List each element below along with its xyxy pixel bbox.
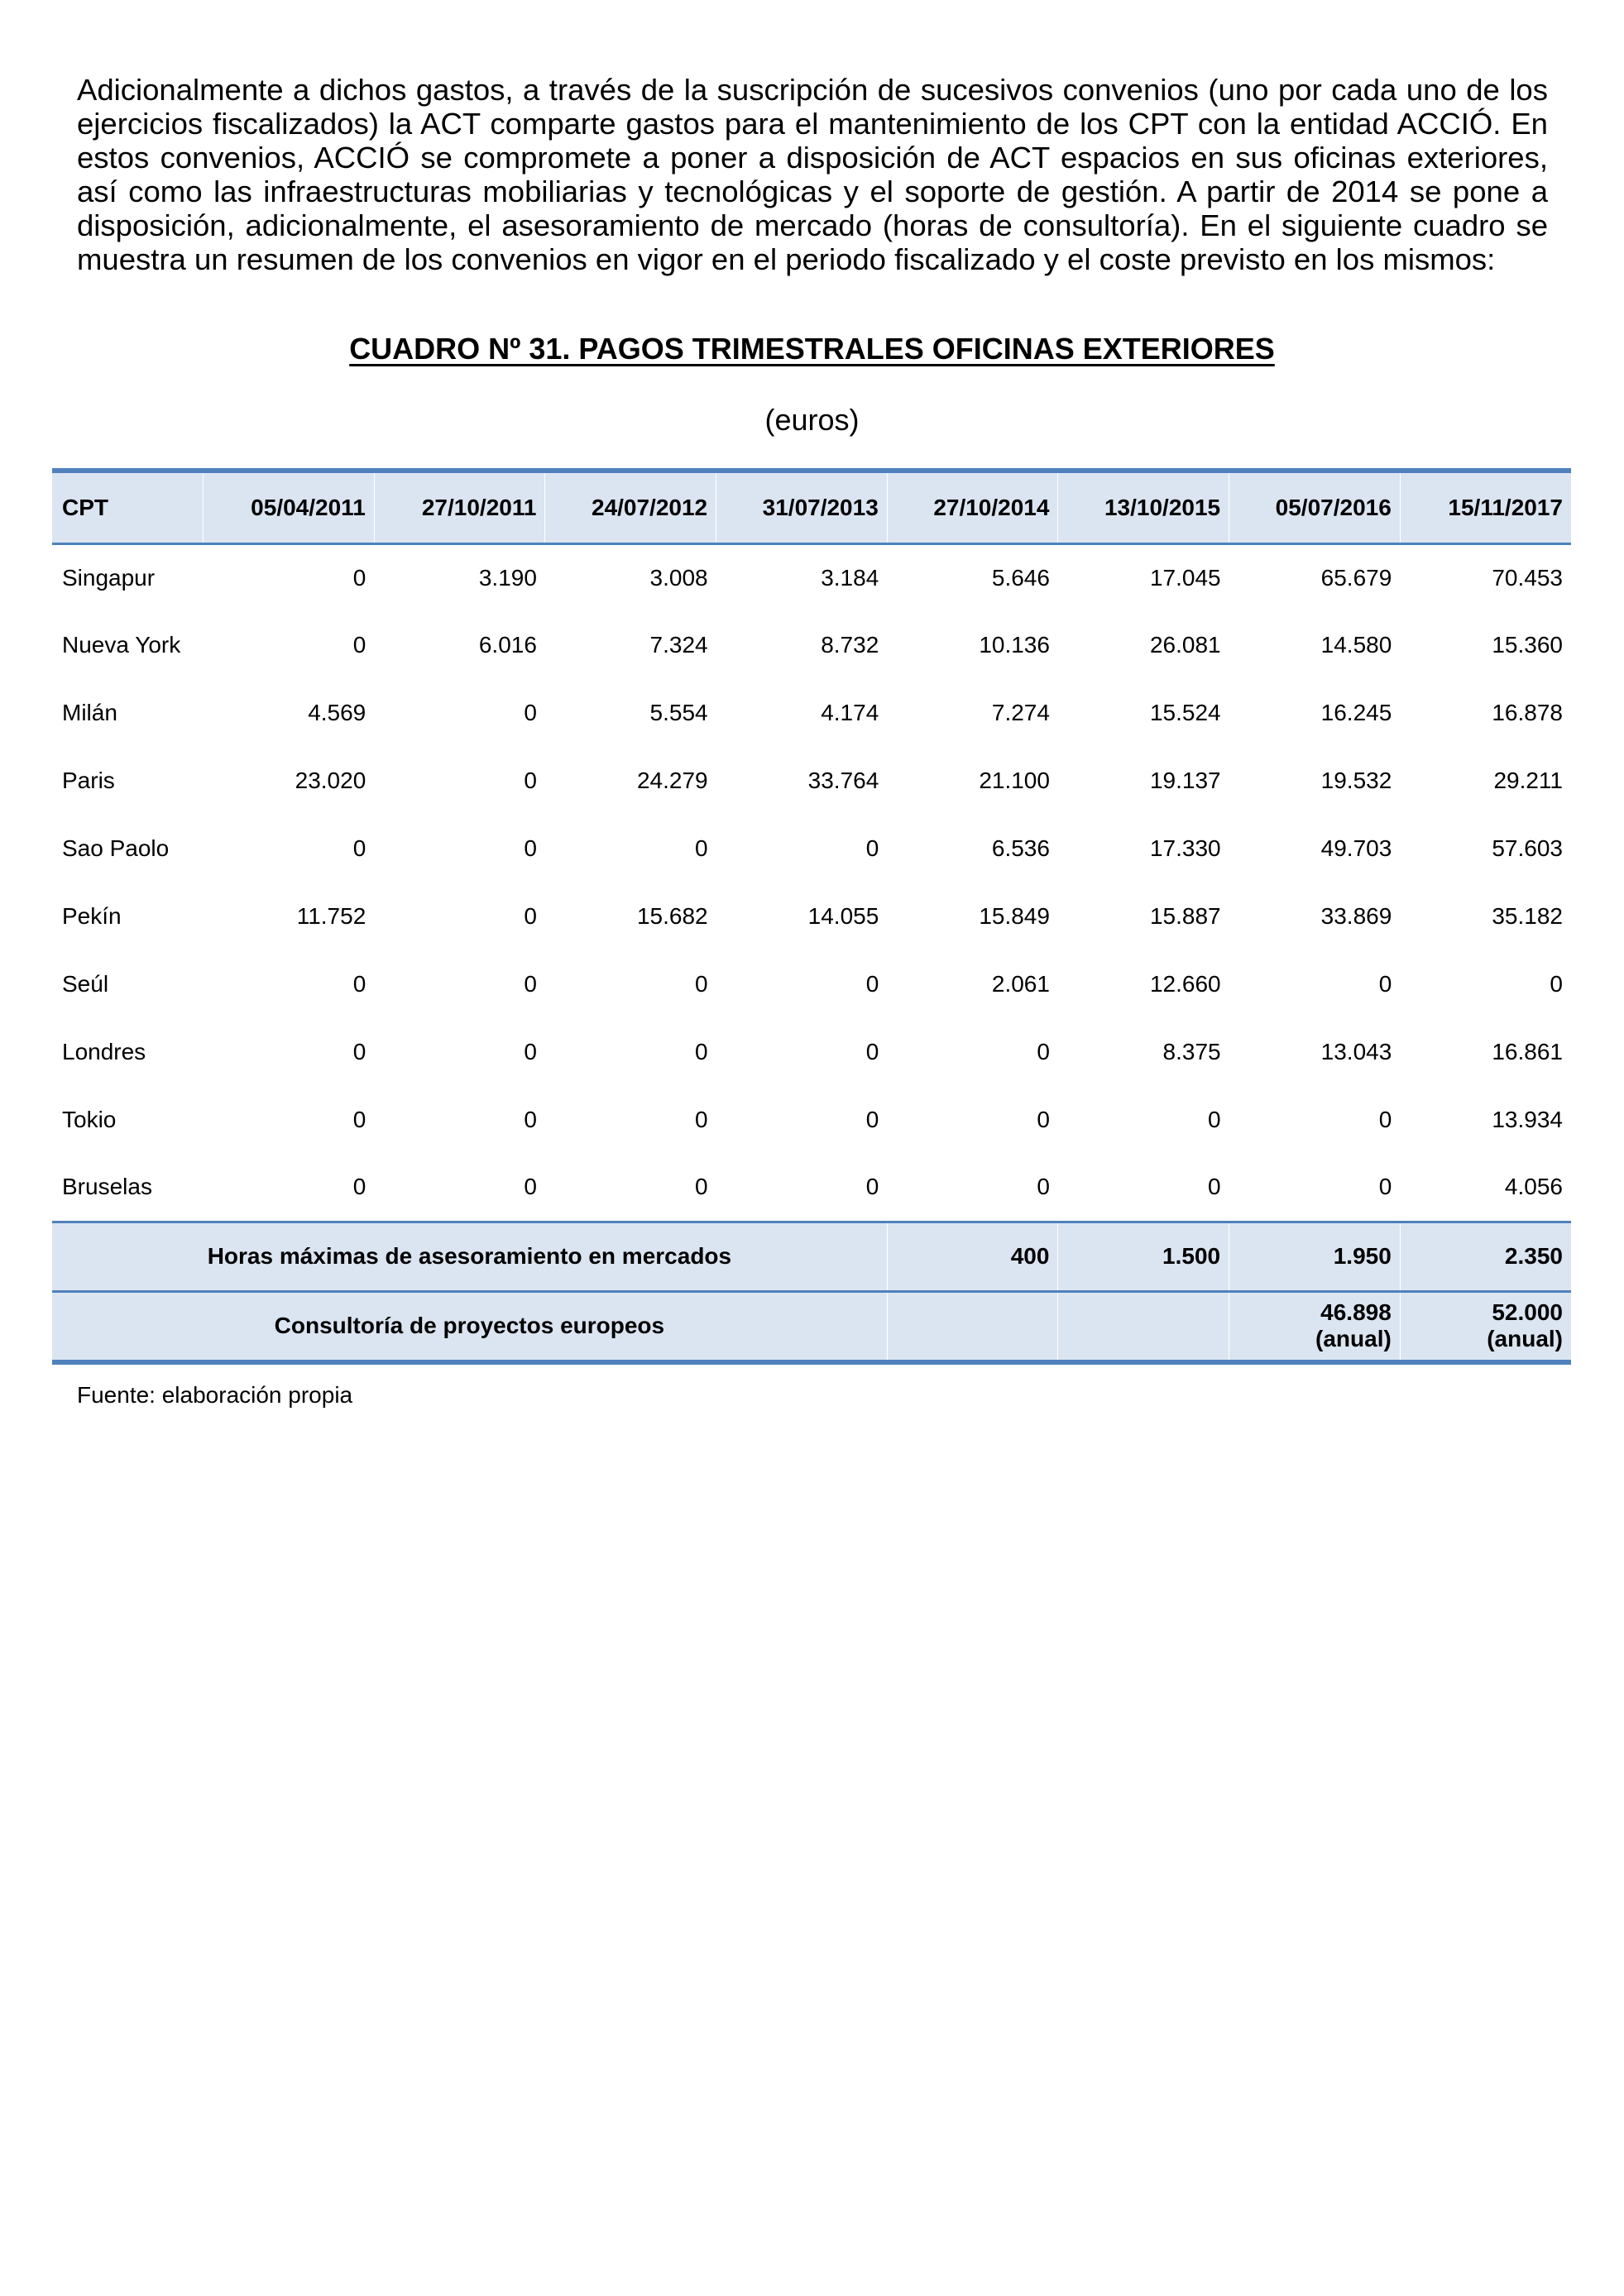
cell-value: 0 [524, 971, 537, 997]
cell-value: 6.536 [991, 835, 1050, 861]
cell-value: 0 [352, 1107, 366, 1132]
table-header-row [52, 471, 1571, 543]
intro-paragraph: Adicionalmente a dichos gastos, a través de la suscripción de sucesivos convenios (uno por cada uno de los ejercicios fiscalizados) la ACT comparte gastos para el mantenimiento de los CPT con la entidad ACCIÓ. En estos convenios, ACCIÓ se compromete a poner a disposición de ACT espacios en sus oficinas exteriores, así como las infraestructuras mobiliarias y tecnológicas y el soporte de gestión. A partir de 2014 se pone a disposición, adicionalmente, el asesoramiento de mercado (horas de consultoría). En el siguiente cuadro se muestra un resumen de los convenios en vigor en el periodo fiscalizado y el coste previsto en los mismos: [77, 73, 1548, 276]
cell-value: 14.055 [807, 903, 879, 929]
cell-value: 57.603 [1492, 835, 1563, 861]
consulting-amount: 46.898 [1320, 1299, 1392, 1326]
cell-value: 0 [352, 971, 366, 997]
cell-value: 49.703 [1320, 835, 1392, 861]
cell-value: 17.330 [1149, 835, 1221, 861]
consulting-empty-cell [1058, 1291, 1229, 1362]
cell-value: 0 [1037, 1174, 1050, 1200]
table-title: CUADRO Nº 31. PAGOS TRIMESTRALES OFICINAS EXTERIORES [349, 332, 1275, 366]
cell-value: 0 [524, 903, 537, 929]
cell-value: 7.274 [991, 700, 1050, 725]
table-row [52, 883, 1571, 950]
cell-value: 4.056 [1504, 1174, 1563, 1200]
cell-value: 16.878 [1492, 700, 1563, 725]
table-row [52, 815, 1571, 883]
cell-value: 6.016 [478, 632, 537, 658]
header-cpt: CPT [52, 471, 204, 543]
cpt-name: Bruselas [62, 1174, 152, 1200]
consulting-period: (anual) [1487, 1326, 1563, 1352]
cell-value: 26.081 [1149, 632, 1221, 658]
cell-value: 14.580 [1320, 632, 1392, 658]
header-date: 13/10/2015 [1058, 471, 1229, 543]
cell-value: 0 [352, 1039, 366, 1064]
cell-value: 24.279 [636, 768, 708, 793]
table-row [52, 679, 1571, 747]
cell-value: 0 [1378, 971, 1392, 997]
cell-value: 2.061 [991, 971, 1050, 997]
cpt-name: Tokio [62, 1107, 117, 1132]
consulting-summary-row [52, 1291, 1571, 1362]
hours-value: 400 [887, 1222, 1058, 1291]
cell-value: 12.660 [1149, 971, 1221, 997]
payments-table [52, 468, 1571, 1365]
cell-value: 19.137 [1149, 768, 1221, 793]
cell-value: 15.849 [979, 903, 1050, 929]
cell-value: 35.182 [1492, 903, 1563, 929]
table-row [52, 950, 1571, 1018]
cell-value: 11.752 [296, 903, 366, 929]
cell-value: 0 [865, 1039, 879, 1064]
cell-value: 0 [695, 1174, 708, 1200]
cell-value: 0 [695, 1107, 708, 1132]
cell-value: 0 [1037, 1107, 1050, 1132]
cell-value: 23.020 [295, 768, 366, 793]
cell-value: 0 [352, 1174, 366, 1200]
cell-value: 8.375 [1162, 1039, 1221, 1064]
cell-value: 0 [524, 1039, 537, 1064]
hours-summary-row [52, 1222, 1571, 1291]
cell-value: 0 [1550, 971, 1563, 997]
cell-value: 3.190 [478, 564, 537, 591]
cell-value: 0 [524, 1174, 537, 1200]
table-row [52, 747, 1571, 815]
cell-value: 15.682 [636, 903, 708, 929]
cell-value: 15.887 [1149, 903, 1221, 929]
table-row [52, 543, 1571, 611]
cell-value: 0 [1208, 1107, 1221, 1132]
cell-value: 0 [1378, 1174, 1392, 1200]
table-row [52, 611, 1571, 679]
cell-value: 17.045 [1149, 564, 1221, 591]
cell-value: 3.008 [649, 564, 708, 591]
cpt-name: Sao Paolo [62, 835, 170, 861]
cpt-name: Pekín [62, 903, 122, 929]
cell-value: 15.360 [1492, 632, 1563, 658]
source-note: Fuente: elaboración propia [77, 1382, 353, 1408]
cell-value: 10.136 [979, 632, 1050, 658]
cell-value: 0 [1378, 1107, 1392, 1132]
cell-value: 5.646 [991, 564, 1050, 591]
cpt-name: Milán [62, 700, 117, 725]
cell-value: 0 [524, 1107, 537, 1132]
header-date: 05/07/2016 [1229, 471, 1401, 543]
cell-value: 4.569 [308, 700, 366, 725]
cpt-name: Londres [62, 1039, 146, 1064]
cell-value: 13.043 [1320, 1039, 1392, 1064]
cell-value: 0 [524, 700, 537, 725]
cpt-name: Nueva York [62, 632, 181, 658]
consulting-period: (anual) [1315, 1326, 1392, 1352]
cell-value: 0 [865, 971, 879, 997]
cell-value: 0 [695, 1039, 708, 1064]
cpt-name: Paris [62, 768, 115, 793]
cell-value: 65.679 [1320, 564, 1392, 591]
cell-value: 8.732 [821, 632, 879, 658]
cell-value: 33.764 [807, 768, 879, 793]
cell-value: 33.869 [1320, 903, 1392, 929]
cell-value: 0 [1037, 1039, 1050, 1064]
header-date: 05/04/2011 [204, 471, 375, 543]
hours-value: 1.950 [1229, 1222, 1401, 1291]
cell-value: 3.184 [821, 564, 879, 591]
cell-value: 0 [1208, 1174, 1221, 1200]
cpt-name: Seúl [62, 971, 109, 997]
cell-value: 21.100 [979, 768, 1050, 793]
cell-value: 70.453 [1492, 564, 1563, 591]
table-row [52, 1154, 1571, 1222]
cell-value: 16.861 [1492, 1039, 1563, 1064]
cell-value: 4.174 [821, 700, 879, 725]
table-unit: (euros) [764, 403, 860, 437]
header-date: 24/07/2012 [545, 471, 716, 543]
cell-value: 0 [695, 971, 708, 997]
header-date: 27/10/2011 [374, 471, 545, 543]
cell-value: 0 [695, 835, 708, 861]
header-date: 31/07/2013 [716, 471, 888, 543]
cell-value: 0 [865, 835, 879, 861]
cell-value: 29.211 [1493, 768, 1563, 793]
cell-value: 0 [865, 1174, 879, 1200]
cpt-name: Singapur [62, 564, 156, 591]
cell-value: 15.524 [1149, 700, 1221, 725]
hours-value: 2.350 [1400, 1222, 1571, 1291]
consulting-empty-cell [887, 1291, 1058, 1362]
cell-value: 5.554 [649, 700, 708, 725]
cell-value: 16.245 [1320, 700, 1392, 725]
consulting-value [1229, 1291, 1401, 1362]
header-date: 27/10/2014 [887, 471, 1058, 543]
consulting-label: Consultoría de proyectos europeos [52, 1291, 887, 1362]
cell-value: 0 [524, 835, 537, 861]
consulting-amount: 52.000 [1492, 1299, 1563, 1326]
header-date: 15/11/2017 [1400, 471, 1571, 543]
consulting-value [1400, 1291, 1571, 1362]
cell-value: 19.532 [1320, 768, 1392, 793]
cell-value: 0 [352, 835, 366, 861]
cell-value: 0 [352, 632, 366, 658]
table-row [52, 1018, 1571, 1086]
hours-label: Horas máximas de asesoramiento en mercados [52, 1222, 887, 1291]
cell-value: 0 [352, 564, 366, 591]
cell-value: 0 [865, 1107, 879, 1132]
hours-value: 1.500 [1058, 1222, 1229, 1291]
cell-value: 0 [524, 768, 537, 793]
table-row [52, 1086, 1571, 1154]
cell-value: 13.934 [1492, 1107, 1563, 1132]
cell-value: 7.324 [649, 632, 708, 658]
